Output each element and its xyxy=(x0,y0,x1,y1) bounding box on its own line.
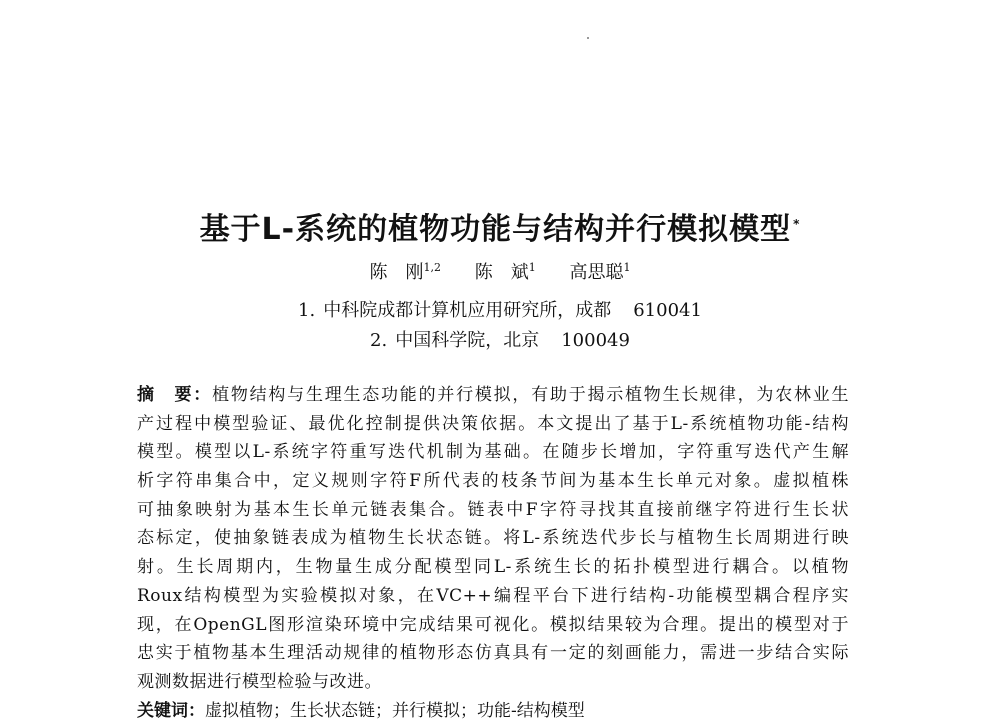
paper-title xyxy=(0,204,1000,248)
keywords-label: 关键词： xyxy=(137,700,205,721)
abstract-text: 植物结构与生理生态功能的并行模拟，有助于揭示植物生长规律，为农林业生 xyxy=(212,385,849,405)
author xyxy=(370,262,442,283)
abstract-line: 产过程中模型验证、最优化控制提供决策依据。本文提出了基于L-系统植物功能-结构 xyxy=(137,413,849,434)
affiliation-postcode: 610041 xyxy=(633,300,702,321)
affiliation-number: 2. xyxy=(370,330,388,351)
author-list xyxy=(0,258,1000,284)
abstract-line: Roux结构模型为实验模拟对象，在VC++编程平台下进行结构-功能模型耦合程序实 xyxy=(137,585,849,606)
abstract xyxy=(137,381,849,725)
affiliation-text: 中国科学院，北京 xyxy=(395,330,540,351)
abstract-line: 析字符串集合中，定义规则字符F所代表的枝条节间为基本生长单元对象。虚拟植株 xyxy=(137,471,849,492)
keywords-text: 虚拟植物；生长状态链；并行模拟；功能-结构模型 xyxy=(205,700,585,721)
affiliation xyxy=(0,326,1000,352)
abstract-line: 现，在OpenGL图形渲染环境中完成结果可视化。模拟结果较为合理。提出的模型对于 xyxy=(137,614,849,635)
title-text: 基于L-系统的植物功能与结构并行模拟模型 xyxy=(199,212,792,247)
affiliation-postcode: 100049 xyxy=(561,330,630,351)
abstract-line: 可抽象映射为基本生长单元链表集合。链表中F字符寻找其直接前继字符进行生长状 xyxy=(137,499,849,520)
abstract-line: 忠实于植物基本生理活动规律的植物形态仿真具有一定的刻画能力，需进一步结合实际 xyxy=(137,643,849,664)
abstract-line: 射。生长周期内，生物量生成分配模型同L-系统生长的拓扑模型进行耦合。以植物 xyxy=(137,557,849,578)
author-name: 陈 刚 xyxy=(369,262,424,283)
keywords xyxy=(137,697,849,725)
author-affil-mark: 1 xyxy=(528,261,536,274)
affiliation-number: 1. xyxy=(298,300,316,321)
abstract-line xyxy=(137,381,849,410)
author xyxy=(569,262,630,283)
author-name: 高思聪 xyxy=(569,262,624,283)
abstract-line: 态标定，使抽象链表成为植物生长状态链。将L-系统迭代步长与植物生长周期进行映 xyxy=(137,528,849,549)
affiliation-text: 中科院成都计算机应用研究所，成都 xyxy=(323,300,612,321)
scan-speck xyxy=(587,37,589,39)
author-affil-mark: 1 xyxy=(623,261,631,274)
abstract-line: 模型。模型以L-系统字符重写迭代机制为基础。在随步长增加，字符重写迭代产生解 xyxy=(137,442,849,463)
abstract-label: 摘 要： xyxy=(137,385,213,405)
title-footnote-mark: * xyxy=(793,217,801,231)
author-name: 陈 斌 xyxy=(474,262,529,283)
affiliation xyxy=(0,296,1000,322)
abstract-line: 观测数据进行模型检验与改进。 xyxy=(137,671,382,692)
author-affil-mark: 1,2 xyxy=(423,261,442,274)
author xyxy=(475,262,536,283)
